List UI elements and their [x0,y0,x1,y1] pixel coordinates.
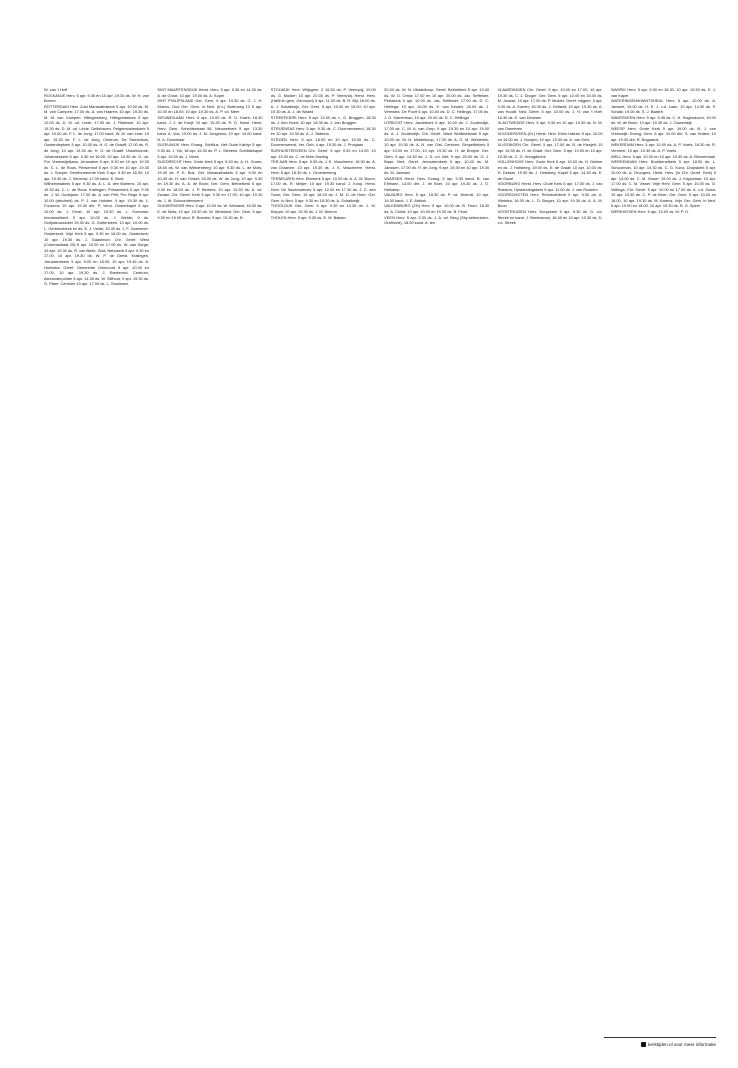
service-entry: VALKENBURG (ZH) Herv. 5 apr. 10.00 ds. B. Feurt, 18.30 ds. A. Christ; 10 apr. 10.00 en 19.30 ds. B. Feurt [384,203,490,215]
service-entry: STRIJEN Herv. 5 apr. 18.00 en 10 apr. 19.30 ds. C. Doornenweerd. Ver. Geb. 4 apr. 19.30 ds. J. Prosjaan [270,136,376,148]
service-entry: VOORTHUIZEN Herv. Dorpskerk 5 apr. 9.30 ds. D. v.d. Streek en kand. J. Breeksman, 18.45 en 10 apr. 19.30 ds. D. v.d. Streek [497,209,603,226]
service-entry: WEESP Herv. Grote Kerk 5 apr. 19.00 ds. B. J. van Vreeswijk. Evang. Gem. 5 apr. 10.00 dhr. S. van Hutten; 10 apr. 19.30 dhr. R. Bogaards [610,125,716,142]
service-entry: VOORBURG Herst. Herv. Oude Kerk 5 apr. 17.00 ds. J. van Rossem, Opstandingskerk 5 apr. 11.00 ds. J. van Rossem [497,181,603,192]
service-entry: Wilhelminakerk 5 apr. 9.30 ds. A. L. A. den Boeiens. 10 apr. 19.30 ds. C. L. de Roos. Kralingen, Prinsenkerk 5 apr. 9.30 ds. J. W. Oudejans. 17.00 ds. A. van Pelt, Pro Rege 5 apr. 10.00 (afscheid) ds. P. J. van Holsten. 9 apr. 19.30 ds. L. Fonseca; 10 apr. 19.30 dhr. P. Venn. Oosterkapel 5 apr. 10.00 ds. J. Ernst; 10 apr. 19.30 ds. L. Korevaar. Immanuelkerk 5 apr. 10.00 ds. J. Welde; 9 ds. Greijdanussinkel 19.30 ds. G. Gottenbeek. 10 apr. 10.00 ds. L. Gerbensbeek en ds. E. J. Velde; 19.30 ds. J. F. Zwemmer. [44,181,149,231]
service-entry: ROCKANJE Herv. 5 apr. 9.45 en 10 apr. 19.30 ds. W. H. van Borren [44,92,149,104]
service-entry: STREEFKERK Herv. 5 apr. 10.00 ds. L. G. Bruggen; 18.30 ds. J. den Hoed; 10 apr. 18.30 ds. J. van Bruggen [270,114,376,126]
service-entry: VLAGTWEDDE Herv. 5 apr. 9.30 en 10 apr. 19.30 ds. N. M. van Ommeren [497,120,603,131]
service-entry: THOLEN Herv. 5 apr. 9.30 ds. E. M. Bakker, [270,214,347,220]
service-entry: WAVERVEEN Herv. 5 apr. 9.45 ds. C. H. Hogendoorn, 19.00 ds. W. de Bruin, 10 apr. 19.30 ds. J. Ouwendijk [610,114,716,126]
services-column-3 [271,87,376,287]
services-column-6 [611,87,716,287]
service-entry: VEEN Herv. 5 apr. 9.30 ds. J. A. vd. Berg (Sky-selenuiden-Grafhorst), 18.00 kand. A. ten [384,214,490,226]
services-column-5 [498,87,603,287]
service-entry: VLAARDINGEN Chr. Geref. 5 apr. 10.00 en 17.00, 10 apr. 19.30 ds. C. J. Droger. Ger. Gem. 5 apr. 10.00 en 15.00 ds. M. Joosse; 10 apr. 17.00 ds. P. Mulder. Geref. vrijgem. 5 apr. 9.30 ds. A. Kamer; 16.30 ds. J. Hofland; 10 apr. 19.30 ds. A. van Houdt. Ned. Geref. 5 apr. 10.00 ds. J. H. van 't Hoff; 16.30 ds. E. van Deursen [497,87,603,120]
service-entry: Oosterkerk, Vrije Kerk 5 apr. 9.30 en 16.00 ds. Oosterkerk; 10 apr. 19.30 ds. J. Gaastman. Chr. Geref. West (Cobensstraat 25) 5 apr. 10.00 en 17.00 ds. W. van Sorge; 10 apr. 19.30 ds. R. van Beek. Zuid, Nebokerk 5 apr. 9.30 en 17.00, 10 apr. 19.30 ds. W. P. de Geest. Kralingen, Jeruzalemkerk 5 apr. 9.00 en 18.00; 10 apr. 19.45 ds. A. Hoekstra. Geref. Gemeente Ommoord 5 apr. 10.00 en 17.00, 10 apr. 19.30 ds. J. Bredeveld. Centrum, Alexanderpolder 5 apr. 14.30 ds. W. Silfhout, 9 apr. 19.30 ds. G. Pater. Centrum 10 apr. 17.00 ds. L. Teunissen. [44,231,149,287]
service-entry: THOOLDIJK Ger. Gem. 5 apr. 9.30 en 14.30 ds. J. M. Kleppe; 10 apr. 19.30 ds. J. M. Weenn [270,203,376,215]
service-entry: SINT PHILIPSLAND Ger. Gem. 9 apr. 19.30 ds. G. J. H. Moens; Oud Ger. Gem. in Ned. (b.v.) Boterweg 13 5 apr. 10.00 en 18.00; 10 apr. 19.30 ds. A. P. vd. Meer [157,98,263,115]
service-entry: STRIJENSAS Herv. 5 apr. 9.30 ds. C. Doornenweerd, 18.30 en 10 apr. 19.30 ds. A. J. Tadema [270,125,376,137]
service-entry: VALBURG Herv. 5 apr. 18.30 ds. P. vd. Woerdt, 10 apr. 19.30 kand. J. E. Abbink [384,192,490,203]
service-entry: TER AAR Herv. 5 apr. 9.30 ds. J. K. Visscheere, 18.30 ds. A. van Draanen; 10 apr. 19.30 ds. J. K. Visscheere. Herst. Herv. 5 apr. 18.30 ds. L. Groenenberg [270,159,376,176]
service-entry: TERNEUZEN Herv. Elimkerk 5 apr. 10.00 ds. A. A. W. Boom, 17.00 ds. R. Meijer; 10 apr. 19.30 kand. J. Koop. Herst. Herv. De Savannahoev 5 apr. 12.00 en 17.30 ds. J. C. den Toom; Ger. Gem. 10 apr. 16.00 ds. J. M. D. de Heer; Ger. Gem. in Ned. 5 apr. 9.30 en 18.30 ds. A. Schalkwijk [270,175,376,203]
service-entry: SIRJANSLAND Herv. 5 apr. 10.00 ds. R. D. Kwint; 18.30 kand. J. J. de Kruijf; 10 apr. 19.30 ds. R. D. Kwint. Herst. Herv. Gem. Scheldestraat 56, Nieuwerkerk 5 apr. 13.30 kand. A. Vos, 19.00 ds. J. M. Jongerius; 10 apr. 19.00 kand. N. A. Donselaar [157,114,263,142]
service-entry: UTRECHT Herv. Jacobikerk 5 apr. 10.00 ds. J. Zoutendijk, 17.00 ds. C. M. A. van Gorp, 9 apr. 19.30 en 10 apr. 19.00 ds. A. J. Zoutendijk; Chr. Geref. Ward Wolfsbelkade 5 apr. 10.00 ds. W. N. Middelkoop, 17.00 ds. A. G. M. Westerink; 10 apr. 19.30 ds. A. N. van Olst, Centrum, Simpeltlekerk 5 apr. 10.00 en 17.00, 10 apr. 19.30 ds. H. de Bruijne. Ger. Gem. 5 apr. 14.30 ds. J. S. v.d. Net; 9 apr. 20.00 ds. G. J. Baan. Ned. Geref. Jeruzalemkerk 5 apr. 10.00 ds. M. Janssen, 17.00 ds. H. de Jong, 9 apr. 19.30 en 10 apr. 19.30 ds. M. Janssen [384,120,490,176]
service-entry: WEKERDAM Herv. 5 apr. 10.00 ds. A. P. Voets, 18.30 ds. R. Vermeer, 10 apr. 19.30 ds. A. P. Voets [610,142,716,154]
service-entry: VOORSCHOTEN Herv. Rehobothkerk 5 apr. 9.30 ds. A. Vlietstra, 16.30 ds. L. D. Burger, 10 apr. 19.30 ds. A. A. M. Boon [497,192,603,209]
footer-divider [604,1037,716,1038]
service-entry: WASPIK Herv. 5 apr. 9.30 en 18.30, 10 apr. 19.30 ds. E. J. van Kapel [610,87,716,98]
service-entry: VAASSEN Herst. Herv. Evang. 5 apr. 9.30 kand. B. van Eltmann, 14.00 dhr. J. de Boer, 10 apr. 19.30 ds. J. D. Heikamp [384,175,490,192]
footer-text[interactable]: kerktijden.nl voor meer informatie [648,1042,716,1047]
services-column-2 [157,87,262,287]
service-entry: VLEDDERVEEN (Dr.) Herst. Herv. Eben Haëzer 5 apr. 10.00 en 19.00 ds. J. Nooijen; 10 apr. 19.30 ds. A. van Kerk [497,131,603,142]
service-entry: STOLWIJK Herv. Wiljsgem. 2 16.30 ds. P. Veenyoij, 19.00 ds. G. Molder; 10 apr. 20.00 ds. P. Veenvoij. Herst. Herv. (Hallil lin gem. Gervoord) 5 apr. 11.00 ds. B. R. Bijl, 16.00 ds. A. J. Schalkwijk, Ger. Gem. 5 apr. 10.00 en 15.00; 10 apr. 19.30 ds. A. J. de Waard [270,87,376,115]
service-entry: SINT MAARTENSDIJK Herst. Herv. 5 apr. 9.30 en 14.30 ds. A. de Groot; 10 apr. 19.00 ds. A. Kopel [157,87,263,98]
service-entry: WELL Herv. 5 apr. 10.00 en 10 apr. 19.30 ds. A. Blomendaal [610,153,715,159]
service-entry: 20.00 ds. W. N. Middelkoop. Geref. Bethelkerk 5 apr. 10.00 ds. W. D. Ornia; 17.00 en 10 apr. 20.00 ds. Jac. Seffelaer, Petrakerk 5 apr. 10.00 ds. Jac. Seffelaer, 17.00 ds. D. C. Hellinga, 10 apr. 10.00 ds. K. van Keulen, 20.00 ds. J. Veenstra. De Poort 5 apr. 10.00 ds. D. C. Hellinga, 17.00 ds. J. G. Kamerman, 10 apr. 20.00 ds. D. C. Hellinga [384,87,490,120]
service-entry: SLIKKERVEER Herv. 5 apr. 10.00 ds. W. Wesland, 16.00 ds. E. de Mots; 10 apr. 19.30 ds. W. Westland. Ger. Gem. 5 apr. 9.30 en 15.00 stud. R. Boedes; 9 apr. 19.30 ds. B. [157,203,263,220]
services-column-4 [384,87,489,287]
service-entry: WERKENDAM Herv. Bruldernetkerk 5 apr. 18.00 ds. L. Schuurman, 10 apr. 19.30 ds. C. G. Kunz, Dorpskerk 5 apr. 10.00 ds. A. Droogers. Herst. Herv. (in Chr. Geref. Kerk) 5 apr. 14.00 ds. C. M. Visser, 19.00 ds. J. Koppelaar; 10 apr. 17.00 ds. C. M. Visser. Vrije Herv. Gem. 5 apr. 10.00 ds. G. Vellinga; Chr. Geref. 5 apr. 10.00 en 17.00 ds. A. v.d. Zwan, 10 apr. 19.30 ds. C. P. de Boer; Ger. Gem. 5 apr. 10.00 en 16.00, 10 apr. 19.30 ds. M. Karens, Vrije Ger. Gem. in Ned. 5 apr. 10.00 en 18.00, 10 apr. 19.30 ds. B. G. Speel [610,159,716,209]
kerktijden-logo-icon [641,1042,646,1047]
church-services-page [44,0,716,1068]
service-entry: ROTTERDAM Herv. Zuid Maranathakerk 5 apr. 10.00 ds. M. M. van Campen; 17.00 ds. A. van Haaren; 10 apr. 19.30 ds. M. M. van Campen. Hillegersberg, Hillegondakerk 5 apr. 10.00 ds. D. M. ud. Linde; 17.00 ds. J. Fikkewer, 10 apr. 19.30 ds. D. M. ud. Linde. Delfshaven, Pelgrimvaderskerk 5 apr. 10.00 ds. F. L. de Jong; 17.00 kand. W. M. van Lear; 10 apr. 19.30 ds. F. L. de Jong. Centrum, De Sarranhuis, Oosterdiepkerk 5 apr. 10.00 ds. H. G. de Graaff; 17.00 ds. R. de Jong; 10 apr. 19.30 ds. H. G. de Graaff. IJsselmonde, Johanneskerk 5 apr. 9.30 en 16.00; 10 apr. 19.30 ds. G. ud. Pol. Vreeswijcklaan, Jeruzalem 5 apr. 9.30 en 10 apr. 19.30 ds. C. L. de Roos. Prinsenhof 5 apr. 9.30 en 10 apr. 19.30 ds. J. Soeper. Gereformeerde Kerk 5 apr. 9.30 en 16.30; 10 apr. 19.30 ds. J. Venema; 17.00 kand. E. Bunt. [44,103,149,181]
service-entry: WATERINGEN/KWINTSHEUL Herv. 5 apr. 10.00 ds. A. Jansleit, 19.00 ds. H. E. J. v.d. Laan, 10 apr. 14.30 ds. P. Schalk; 19.00 ds. S. J. Baaleh [610,98,716,115]
service-entry: WERKHOVEN Herv. 5 apr. 10.00 ds. M. P. D. [610,209,690,215]
services-column-1 [44,87,149,287]
service-entry: SLIEDRECHT Herv. Grote Kerk 5 apr. 9.30 ds. A. H. Groen; 18.00 ds. W. van Wieldenberg; 10 apr. 9.30 ds. L. de Mots, 19.30 ds. P. E. Bos. Ger. Maranathakerk 5 apr. 9.00 en 10.45 ds. H. van Ginkel; 18.00 ds. W. de Jong; 10 apr. 9.30 en 19.30 ds. A. A. de Bruin; Ger. Gem. Bethelkerk 5 apr. 9.30 en 18.00 ds. J. P. Berkers; 10 apr. 19.30 ds. A. vd. Zwaan. Chr. Geref. Kerk 5 apr. 9.30 en 17.00; 10 apr. 19.30 ds. J. W. Schoonderwoerd [157,159,263,203]
service-entry: SLEEUWIJK Herv. Evang. Schiflus, Het Oude Karbyr 5 apr. 9.30 ds. J. Vis; 18 apr. 19.30 ds. P. L. Slebeek. Schiltdekapel 5 apr. 10.00 ds. J. Moss [157,142,263,159]
services-columns [44,87,716,287]
service-entry: W. van 't Hoff [44,87,67,92]
service-entry: VOLLENHOVE Herv. Grote Kerk 5 apr. 10.00 ds. H. Dekker en ds. J. Hofsteeg, 19.00 ds. E. de Graaf; 10 apr. 10.00 ds. H. Dekker, 19.30 ds. J. Hofsteeg. Kapel 5 apr. 14.30 ds. E. de Graaf [497,159,603,181]
service-entry: VLISSINGEN Chr. Geref. 5 apr. 17.00 ds. B. de Kiesjelt; 10 apr. 19.30 ds. H. de Graaf. Ger. Gem. 5 apr. 10.00 en 10 apr. 19.30 ds. C. G. Vreugdenhil [497,142,603,159]
footer [604,1042,716,1048]
service-entry: SURHUISTERVEEN Chr. Geref. 5 apr. 9.30 en 14.00; 10 apr. 19.30 ds. C. de Klein Hartlog [270,148,376,159]
